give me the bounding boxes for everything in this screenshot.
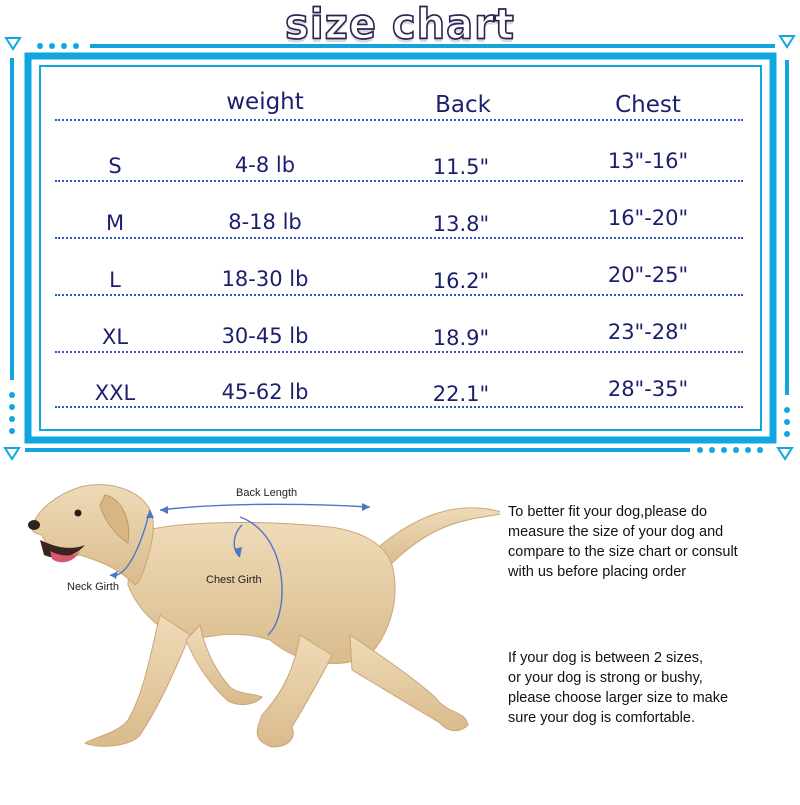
row-chest: 13"-16" [607,149,689,173]
row-chest: 16"-20" [607,206,689,230]
chart-title: size chart [285,0,515,50]
dog-diagram [0,465,500,800]
neck-girth-label: Neck Girth [67,581,119,593]
table-rule [55,180,743,182]
row-back: 16.2" [432,269,490,293]
row-chest: 28"-35" [607,377,689,401]
row-chest: 23"-28" [607,320,689,344]
note-line: To better fit your dog,please do [508,504,708,520]
table-rule [55,119,743,121]
back-length-arrow [160,504,370,510]
row-back: 13.8" [432,212,490,236]
row-weight: 45-62 lb [221,380,309,404]
table-rule [55,351,743,353]
row-chest: 20"-25" [607,263,689,287]
back-length-label: Back Length [236,487,298,499]
row-size: M [105,211,125,235]
row-weight: 30-45 lb [221,324,309,348]
table-rule [55,406,743,408]
chest-girth-label: Chest Girth [206,574,262,586]
note-line: with us before placing order [508,564,687,580]
header-back: Back [435,92,491,118]
note-line: or your dog is strong or bushy, [508,670,703,686]
row-size: XXL [94,381,136,405]
row-back: 18.9" [432,326,490,350]
note-line: compare to the size chart or consult [508,544,738,560]
fit-instructions [508,502,798,582]
header-chest: Chest [615,92,681,118]
table-rule [55,237,743,239]
row-back: 22.1" [432,382,490,406]
note-line: If your dog is between 2 sizes, [508,650,704,666]
row-weight: 4-8 lb [234,153,296,177]
row-size: S [108,154,122,178]
note-line: please choose larger size to make [508,690,729,706]
row-weight: 18-30 lb [221,267,309,291]
row-weight: 8-18 lb [228,210,302,234]
row-size: L [109,268,121,292]
header-weight: weight [226,89,304,115]
row-size: XL [101,325,129,349]
sizing-advice [508,648,798,728]
note-line: measure the size of your dog and [508,524,724,540]
row-back: 11.5" [432,155,490,179]
table-rule [55,294,743,296]
note-line: sure your dog is comfortable. [508,710,695,726]
dog-photo [0,465,500,800]
